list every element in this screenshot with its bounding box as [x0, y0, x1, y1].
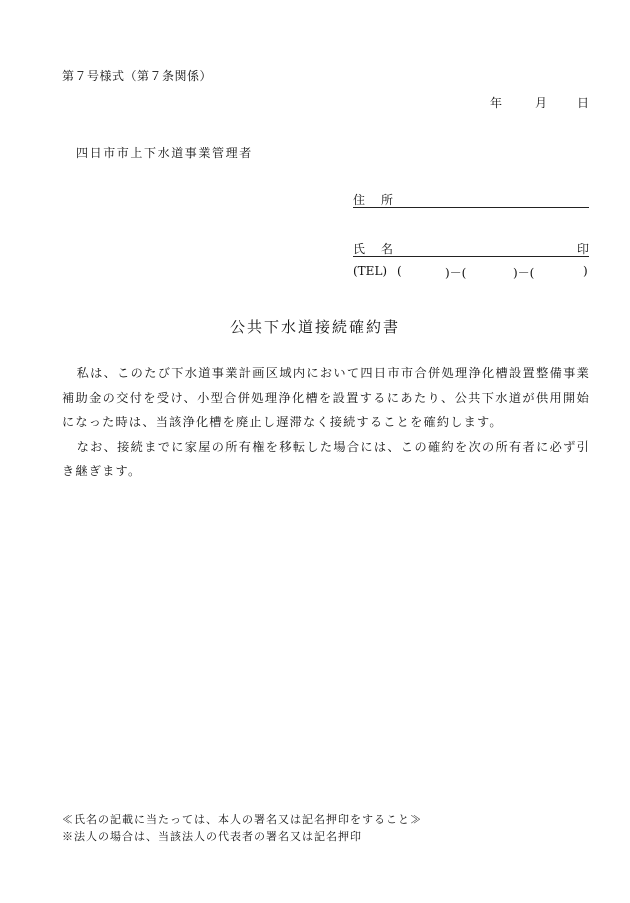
body-text	[62, 361, 590, 484]
note-corporation: ※法人の場合は、当該法人の代表者の署名又は記名押印	[62, 830, 362, 843]
date-month-label: 月	[535, 96, 548, 110]
tel-label: (TEL)	[353, 264, 388, 278]
address-field[interactable]	[353, 191, 589, 207]
name-label-2: 名	[381, 242, 394, 256]
note-signature: ≪氏名の記載に当たっては、本人の署名又は記名押印をすること≫	[62, 813, 422, 826]
tel-close-paren: )	[583, 264, 588, 278]
tel-open-paren: (	[397, 264, 402, 278]
date-year-label: 年	[490, 96, 503, 110]
document-title: 公共下水道接続確約書	[229, 318, 400, 336]
addressee: 四日市市上下水道事業管理者	[76, 146, 253, 160]
body-paragraph-2: なお、接続までに家屋の所有権を移転した場合には、この確約を次の所有者に必ず引き継ぎます。	[62, 439, 590, 478]
name-field[interactable]	[353, 240, 589, 256]
date-row	[490, 94, 590, 110]
address-label-2: 所	[381, 193, 394, 207]
tel-field[interactable]	[353, 264, 589, 280]
date-day-label: 日	[577, 96, 590, 110]
seal-mark: 印	[576, 242, 589, 256]
address-label-1: 住	[353, 193, 366, 207]
tel-separator-2: )－(	[513, 266, 535, 280]
body-paragraph-1: 私は、このたび下水道事業計画区域内において四日市市合併処理浄化槽設置整備事業補助金の交付を受け、小型合併処理浄化槽を設置するにあたり、公共下水道が供用開始になった時は、当該浄化槽を廃止し遅滞なく接続することを確約します。	[62, 366, 590, 429]
tel-separator-1: )－(	[445, 266, 467, 280]
name-label-1: 氏	[353, 242, 366, 256]
form-number: 第７号様式（第７条関係）	[62, 69, 213, 83]
